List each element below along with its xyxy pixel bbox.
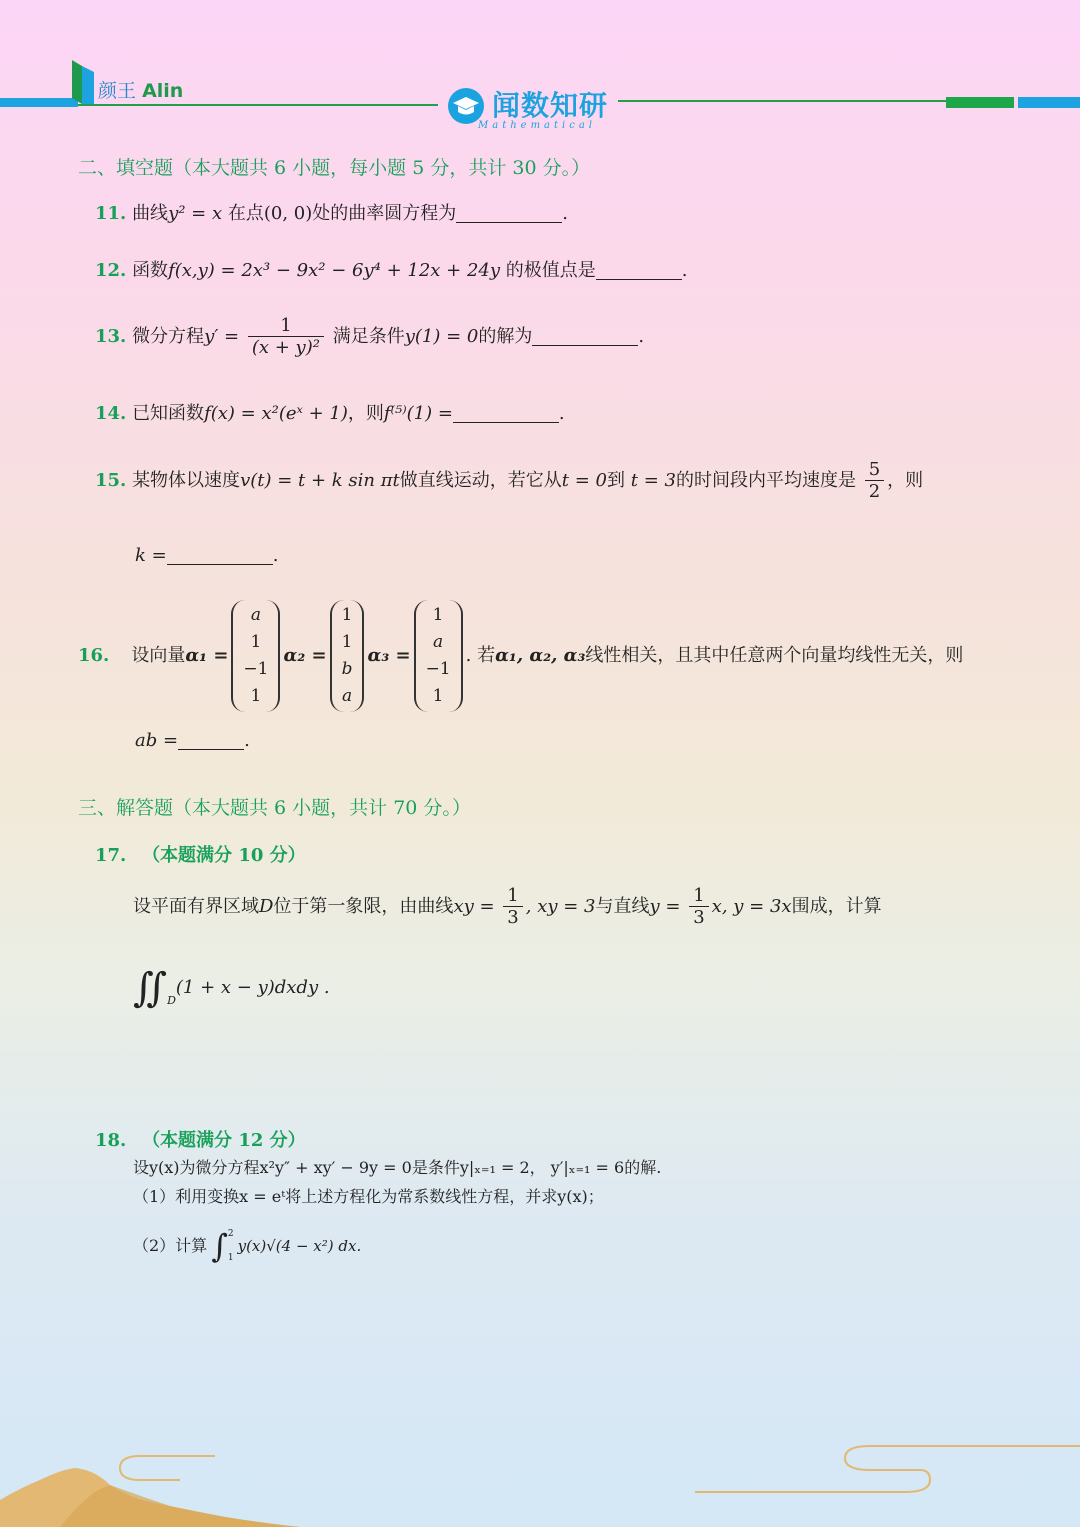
- curve-decoration-left-icon: [110, 1448, 220, 1498]
- fraction: $\frac{1}{\text{(x + y)²}}$: [248, 316, 324, 358]
- header-rule-left: [78, 104, 438, 106]
- question-18-header: 18. （本题满分 12 分）: [95, 1130, 306, 1151]
- brand-left: 颜王 Alin: [98, 80, 184, 102]
- question-15: 15. 某物体以速度v(t) = t + k sin πt做直线运动，若它从t = 0到 t = 3的时间段内平均速度是 $\frac{5}{2}$ ，则: [95, 459, 924, 502]
- fraction: $\frac{1}{3}$: [689, 886, 708, 928]
- answer-blank: [456, 203, 562, 223]
- section-2-title: 二、填空题（本大题共 6 小题，每小题 5 分，共计 30 分。）: [78, 157, 591, 179]
- brand-subtitle: Mathematical: [478, 120, 596, 131]
- question-16-answer-line: ab = .: [135, 730, 250, 751]
- answer-blank: [453, 403, 559, 423]
- question-16: 16. 设向量 α₁ = a 1 −1 1 α₂ = 1 1 b a α₃ = 1 a −1 1 . 若 α₁, α₂, α₃ 线性相关，且其中任意两个向量均线性无关，则: [78, 600, 963, 712]
- fraction: $\frac{1}{3}$: [503, 886, 522, 928]
- question-18-line1: 设y(x)为微分方程x²y″ + xy′ − 9y = 0是条件y|ₓ₌₁ = 2， y′|ₓ₌₁ = 6的解.: [133, 1158, 662, 1177]
- section-3-title: 三、解答题（本大题共 6 小题，共计 70 分。）: [78, 797, 471, 819]
- question-14: 14. 已知函数f(x) = x²(eˣ + 1)，则f⁽⁵⁾(1) = .: [95, 403, 565, 424]
- vector-alpha1: a 1 −1 1: [231, 600, 280, 712]
- header-rule-right: [618, 100, 948, 102]
- question-18-part2: （2）计算 ∫ 2 1 y(x)√(4 − x²) dx.: [133, 1227, 362, 1265]
- question-17-text: 设平面有界区域D位于第一象限，由曲线xy = $\frac{1}{3}$ , xy = 3与直线y = $\frac{1}{3}$ x, y = 3x围成，计算: [133, 885, 882, 928]
- header-blue-bar-right: [1018, 97, 1080, 108]
- question-15-answer-line: k = .: [135, 545, 279, 566]
- integral-icon: ∫: [211, 1227, 228, 1265]
- answer-blank: [596, 260, 682, 280]
- question-17-header: 17. （本题满分 10 分）: [95, 845, 306, 866]
- brand-center: 闻数知研: [492, 89, 609, 122]
- header-blue-bar-left: [0, 98, 78, 107]
- vector-alpha2: 1 1 b a: [330, 600, 365, 712]
- question-12: 12. 函数f(x,y) = 2x³ − 9x² − 6y⁴ + 12x + 24y 的极值点是 .: [95, 260, 688, 281]
- fraction: $\frac{5}{2}$: [865, 460, 884, 502]
- question-18-part1: （1）利用变换x = eᵗ将上述方程化为常系数线性方程，并求y(x)；: [133, 1187, 604, 1206]
- question-11: 11. 曲线y² = x 在点(0, 0)处的曲率圆方程为 .: [95, 203, 568, 224]
- answer-blank: [532, 326, 638, 346]
- header-green-bar-right: [946, 97, 1014, 108]
- vector-alpha3: 1 a −1 1: [414, 600, 463, 712]
- double-integral-icon: ∬: [133, 965, 168, 1011]
- question-13: 13. 微分方程y′ = $\frac{1}{\text{(x + y)²}}$ 满足条件y(1) = 0的解为 .: [95, 315, 645, 358]
- curve-decoration-right-icon: [690, 1440, 1080, 1500]
- book-logo-icon: [70, 58, 96, 106]
- answer-blank: [178, 730, 244, 750]
- answer-blank: [167, 545, 273, 565]
- question-17-integral: ∬ $_D$ (1 + x − y)dxdy .: [133, 965, 330, 1011]
